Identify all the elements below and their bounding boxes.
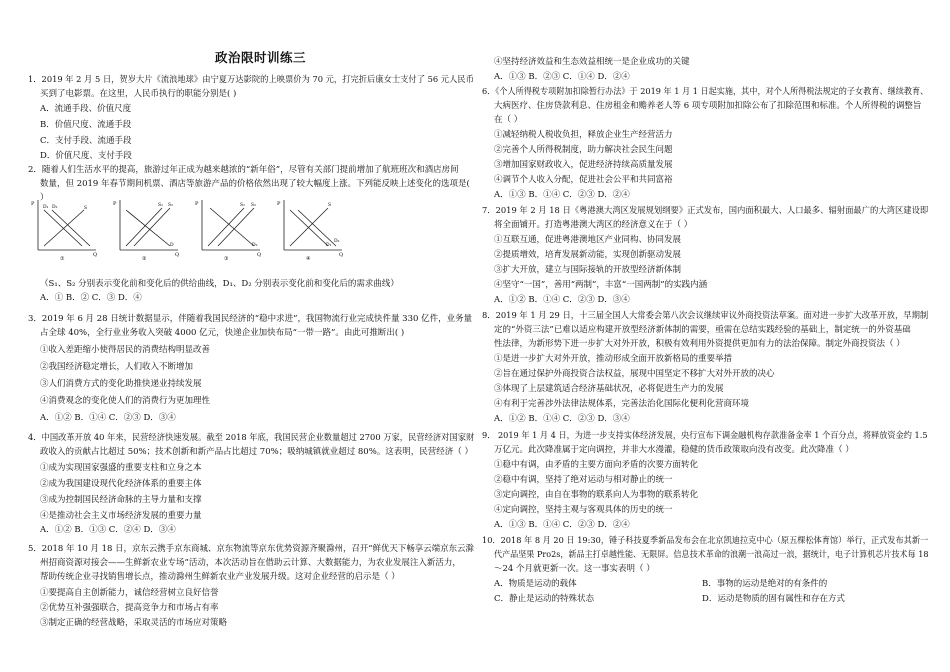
left-text-line: ④是推动社会主义市场经济发展的重要力量 (40, 511, 202, 521)
left-text-line: ③成为控制国民经济命脉的主导力量和支撑 (40, 495, 202, 505)
figure-4-graph (276, 196, 346, 262)
fig3-axis-x: Q (257, 252, 262, 258)
left-text-line: 数量，但 2019 年春节期间机票、酒店等旅游产品的价格依然出现了较大幅度上涨。下列能反映上述变化的选项是( (40, 179, 470, 189)
right-text-line: 性法律，为新形势下进一步扩大对外开放，积极有效利用外资提供更加有力的法治保障。制定外商投资法（ ） (494, 339, 905, 349)
fig4-axis-x: Q (339, 252, 344, 258)
left-text-line: ②我国经济稳定增长，人们收入不断增加 (40, 362, 194, 372)
right-text-line: ③体现了上层建筑适合经济基础状况，必将促进生产力的发展 (494, 384, 724, 394)
right-text-line: 将全面铺开。打造粤港澳大湾区的经济意义在于（ ） (494, 220, 693, 230)
fig4-axis-y: P (277, 201, 281, 207)
left-text-line: ①要提高自主创新能力，诚信经营树立良好信誉 (40, 588, 219, 598)
right-text-line: ④定向调控，坚持主观与客观具体的历史的统一 (494, 505, 673, 515)
fig3-label: ③ (224, 256, 229, 262)
left-text-line: A．流通手段、价值尺度 (40, 104, 132, 114)
left-text-line: B．价值尺度、流通手段 (40, 120, 132, 130)
fig3-curve-b: S₂ (251, 203, 256, 208)
right-text-line: ③定向调控，由自在事物的联系向人为事物的联系转化 (494, 490, 699, 500)
right-text-line: ②提质增效，培育发展新动能，实现创新驱动发展 (494, 250, 682, 260)
left-text-line: 买到了电影票。在这里，人民币执行的职能分别是( ) (40, 89, 237, 99)
left-text-line: ） (40, 193, 49, 203)
right-text-line: 定的“外资三法”已难以适应构建开放型经济新体制的需要，亟需在总结实践经验的基础上，制定统一的外资基础 (494, 325, 911, 335)
left-text-line: ③人们消费方式的变化助推快递业持续发展 (40, 379, 202, 389)
right-text-line: A．物质是运动的载体 (494, 579, 577, 589)
right-text-line: ①是进一步扩大对外开放，推动形成全面开放新格局的重要举措 (494, 354, 733, 364)
left-text-line: A．①② B．①③ C．②④ D．③④ (40, 525, 176, 535)
fig3-curve-a: S₁ (240, 203, 245, 208)
figure-3-graph (194, 196, 264, 262)
fig3-axis-y: P (195, 201, 199, 207)
figure-4 (276, 196, 346, 262)
right-text-line: ④有利于完善涉外法律法规体系，完善法治化国际化便利化营商环境 (494, 399, 750, 409)
right-text-line: B．事物的运动是绝对的有条件的 (702, 579, 828, 589)
right-text-line: ④坚守“一国”，善用“两制”，丰富“一国两制”的实践内涵 (494, 280, 708, 290)
right-text-line: ③扩大开放，建立与国际接轨的开放型经济新体制 (494, 265, 682, 275)
fig2-label: ② (142, 256, 147, 262)
right-text-line: ①减轻纳税人税收负担，释放企业生产经营活力 (494, 130, 673, 140)
fig1-axis-x: Q (93, 252, 98, 258)
right-text-line: A．①③ B．①④ C．②③ D．②④ (494, 190, 630, 200)
left-text-line: ②优势互补强强联合，提高竞争力和市场占有率 (40, 603, 219, 613)
right-text-line: A．①② B．①④ C．②③ D．③④ (494, 414, 630, 424)
left-text-line: ③制定正确的经营战略，采取灵活的市场应对策略 (40, 618, 228, 628)
left-text-line: 政收入的贡献占比超过 50%；技术创新和新产品占比超过 70%；吸纳城镇就业超过 80%。这表明，民营经济（ ） (40, 447, 473, 457)
fig1-curve-c: S (84, 206, 88, 211)
right-text-line: ②旨在通过保护外商投资合法权益，展现中国坚定不移扩大对外开放的决心 (494, 369, 775, 379)
left-text-line: 占全球 40%，全行业业务收入突破 4000 亿元，快递企业加快布局“一带一路”。由此可推断出( ) (40, 328, 405, 338)
left-text-line: 州招商资源对接会——生鲜新农业专场”活动，本次活动旨在借助云计算、大数据能力，为农业发展注入新活力， (40, 558, 461, 568)
left-text-line: ①成为实现国家强盛的重要支柱和立身之本 (40, 463, 202, 473)
fig4-curve-a: S (328, 203, 332, 208)
left-text-line: （S₁、S₂ 分别表示变化前和变化后的供给曲线，D₁、D₂ 分别表示变化前和变化后的需求曲线） (40, 279, 399, 289)
left-text-line: 2．随着人们生活水平的提高，旅游过年正成为越来越浓的“新年俗”，尽管有关部门提前增加了航班班次和酒店房间 (28, 165, 459, 175)
fig2-axis-x: Q (175, 252, 180, 258)
left-text-line: ④消费观念的变化使人们的消费行为更加理性 (40, 396, 211, 406)
left-text-line: A．①② B．①④ C．②③ D．③④ (40, 413, 176, 423)
right-text-line: 10．2018 年 8 月 20 日 19:30，锤子科技夏季新品发布会在北京凯迪拉克中心（原五棵松体育馆）举行，正式发布其新一 (482, 536, 929, 546)
right-text-line: ④调节个人收入分配，促进社会公平和共同富裕 (494, 175, 673, 185)
page-title: 政治限时训练三 (215, 50, 307, 65)
right-text-line: 大病医疗、住房贷款利息、住房租金和赡养老人等 6 项专项附加扣除公布了扣除范围和标准。个人所得税的调整旨 (494, 101, 922, 111)
right-text-line: D．运动是物质的固有属性和存在方式 (702, 594, 845, 604)
right-text-line: ③增加国家财政收入，促进经济持续高质量发展 (494, 160, 673, 170)
fig3-curve-c: D₂ (252, 243, 258, 248)
fig4-curve-b: D₁ (326, 243, 332, 248)
supply-demand-figures (30, 196, 360, 262)
figure-1-graph (30, 196, 100, 262)
left-text-line: ①收入差距缩小使得居民的消费结构明显改善 (40, 345, 211, 355)
left-text-line: 帮助传统企业寻找销售增长点，推动滁州生鲜新农业产业发展升级。这对企业经营的启示是（ ） (40, 572, 400, 582)
fig4-curve-c: D₂ (334, 239, 340, 244)
right-text-line: A．①③ B．①④ C．②③ D．②④ (494, 520, 630, 530)
right-text-line: 8．2019 年 1 月 29 日，十三届全国人大常委会第八次会议继续审议外商投资法草案。面对进一步扩大改革开放，早期制 (482, 311, 929, 321)
right-text-line: 7．2019 年 2 月 18 日《粤港澳大湾区发展规划纲要》正式发布，国内面积最大、人口最多、辐射面最广的大湾区建设即 (482, 206, 929, 216)
right-text-line: ②完善个人所得税制度，助力解决社会民生问题 (494, 145, 673, 155)
left-text-line: A．① B．② C．③ D．④ (40, 293, 142, 303)
fig2-curve-b: S₂ (168, 203, 173, 208)
left-text-line: 5．2018 年 10 月 18 日，京东云携手京东商城、京东物流等京东优势资源齐聚滁州，召开“鲜优天下畅享云端京东云滁 (28, 544, 474, 554)
left-text-line: 4．中国改革开放 40 年来，民营经济快速发展。截至 2018 年底，我国民营企业数量超过 2700 万家，民营经济对国家财 (28, 433, 475, 443)
fig1-curve-b: D₂ (52, 205, 58, 210)
figure-1 (30, 196, 100, 262)
figure-3 (194, 196, 264, 262)
right-text-line: ～24 个月就更新一次。这一事实表明（ ） (494, 564, 655, 574)
right-text-line: ④坚持经济效益和生态效益相统一是企业成功的关键 (494, 57, 690, 67)
fig2-curve-a: S₁ (158, 203, 163, 208)
right-text-line: 6．《个人所得税专项附加扣除暂行办法》于 2019 年 1 月 1 日起实施，其中，对个人所得税法规定的子女教育、继续教育、 (482, 87, 929, 97)
fig2-curve-c: D (170, 243, 174, 248)
right-text-line: ①稳中有调，由矛盾的主要方面向矛盾的次要方面转化 (494, 460, 699, 470)
right-text-line: C．静止是运动的特殊状态 (494, 594, 595, 604)
fig1-curve-a: D₁ (43, 205, 49, 210)
figure-2 (112, 196, 182, 262)
right-text-line: 万亿元。此次降准属于定向调控，并非大水漫灌，稳健的货币政策取向没有改变。此次降准（ ） (494, 445, 854, 455)
fig1-label: ① (60, 256, 65, 262)
right-text-line: ②稳中有调，坚持了绝对运动与相对静止的统一 (494, 475, 673, 485)
left-text-line: D．价值尺度、支付手段 (40, 151, 132, 161)
left-text-line: 3．2019 年 6 月 28 日统计数据显示，伴随着我国民经济的“稳中求进”，我国物流行业完成快件量 330 亿件，业务量 (28, 314, 473, 324)
left-text-line: ②成为我国建设现代化经济体系的重要主体 (40, 479, 202, 489)
fig2-axis-y: P (113, 201, 117, 207)
figure-2-graph (112, 196, 182, 262)
fig1-axis-y: P (31, 201, 35, 207)
right-text-line: A．①③ B．②③ C．①④ D．②④ (494, 72, 630, 82)
right-text-line: A．①② B．①④ C．②③ D．③④ (494, 295, 630, 305)
right-text-line: 在（ ） (494, 115, 523, 125)
fig4-label: ④ (306, 256, 311, 262)
right-text-line: 9． 2019 年 1 月 4 日，为进一步支持实体经济发展，央行宣布下调金融机构存款准备金率 1 个百分点，将释放资金约 1.5 (482, 431, 928, 441)
left-text-line: C．支付手段、流通手段 (40, 136, 132, 146)
right-text-line: 代产品坚果 Pro2s，新品主打卓越性能、无限屏。信息技术革命的浪潮一浪高过一浪，据统计，电子计算机芯片技术每 18 (494, 550, 929, 560)
right-text-line: ①互联互通，促进粤港澳地区产业同构、协同发展 (494, 235, 682, 245)
left-text-line: 1．2019 年 2 月 5 日，贺岁大片《流浪地球》由宁夏万达影院的上映票价为 70 元，打完折后康女士支付了 56 元人民币 (28, 75, 474, 85)
